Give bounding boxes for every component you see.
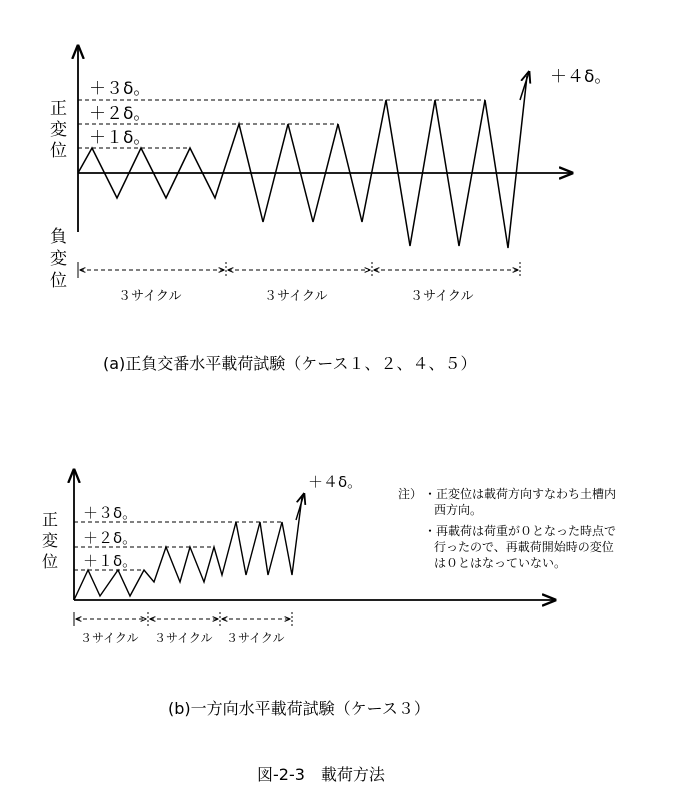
panel-a-level-1-label: ＋１δ。 bbox=[89, 128, 151, 148]
panel-b-cycle-label-2: ３サイクル bbox=[154, 631, 213, 645]
panel-a-neg-label-3: 位 bbox=[50, 271, 67, 291]
panel-b-pos-label-2: 変 bbox=[42, 531, 59, 550]
panel-a-pos-label-3: 位 bbox=[50, 141, 67, 161]
panel-a-cycle-label-3: ３サイクル bbox=[410, 289, 474, 304]
figure-title: 図-2-3 載荷方法 bbox=[257, 765, 385, 784]
panel-a-level-2-label: ＋２δ。 bbox=[89, 104, 151, 124]
panel-b-caption: (b)一方向水平載荷試験（ケース３） bbox=[168, 699, 430, 718]
panel-a-caption: (a)正負交番水平載荷試験（ケース１、２、４、５） bbox=[103, 354, 477, 373]
panel-a-final-label: ＋４δ。 bbox=[550, 67, 612, 87]
panel-b-cycle-label-3: ３サイクル bbox=[226, 631, 285, 645]
panel-a-pos-label-1: 正 bbox=[50, 99, 67, 119]
panel-b-final-label: ＋４δ。 bbox=[308, 473, 363, 491]
panel-b-note-heading: 注） bbox=[398, 487, 423, 501]
panel-a-pos-label-2: 変 bbox=[50, 120, 67, 140]
panel-a bbox=[50, 46, 611, 373]
panel-b-cycle-label-1: ３サイクル bbox=[80, 631, 139, 645]
panel-a-cycle-label-1: ３サイクル bbox=[118, 289, 182, 304]
panel-a-neg-label-2: 変 bbox=[50, 249, 67, 269]
panel-b-note-2-line-3: は０とはなっていない。 bbox=[434, 556, 567, 570]
panel-a-neg-label-1: 負 bbox=[50, 227, 67, 247]
panel-b-note-1-line-2: 西方向。 bbox=[434, 503, 483, 517]
panel-b-level-3-label: ＋３δ。 bbox=[83, 504, 138, 522]
panel-b-pos-label-3: 位 bbox=[42, 552, 59, 571]
panel-b-note-2-line-1: ・再載荷は荷重が０となった時点で bbox=[424, 524, 617, 538]
panel-a-level-3-label: ＋３δ。 bbox=[89, 79, 151, 99]
panel-b-note-2-line-2: 行ったので、再載荷開始時の変位 bbox=[434, 540, 614, 554]
panel-a-cycle-label-2: ３サイクル bbox=[264, 289, 328, 304]
panel-b-level-2-label: ＋２δ。 bbox=[83, 529, 138, 547]
panel-b bbox=[42, 470, 616, 718]
panel-b-level-1-label: ＋１δ。 bbox=[83, 552, 138, 570]
panel-a-load-path bbox=[78, 76, 527, 248]
panel-b-note-1-line-1: ・正変位は載荷方向すなわち土槽内 bbox=[424, 487, 617, 501]
panel-b-pos-label-1: 正 bbox=[42, 510, 59, 529]
